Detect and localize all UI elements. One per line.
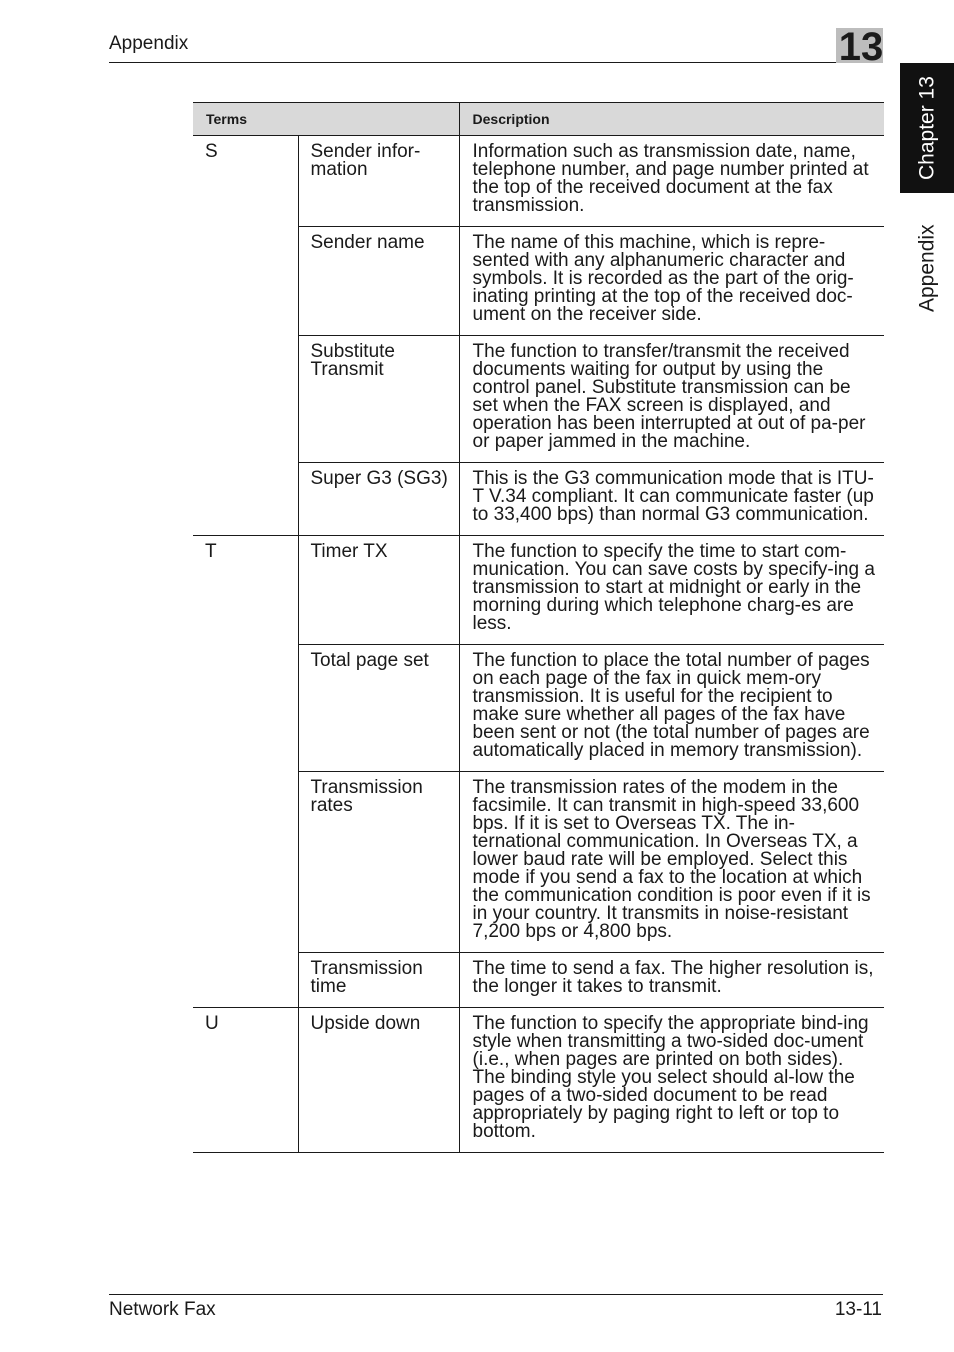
section-side-tab-label: Appendix <box>915 224 939 312</box>
table-header-row <box>193 103 884 136</box>
term-cell: Total page set <box>298 645 459 772</box>
table-row <box>193 536 884 645</box>
footer-rule <box>109 1294 883 1295</box>
terms-column-header: Terms <box>193 103 459 136</box>
term-cell: Substitute Transmit <box>298 336 459 463</box>
description-column-header: Description <box>459 103 884 136</box>
running-header-title: Appendix <box>109 33 189 54</box>
term-cell: Upside down <box>298 1008 459 1153</box>
glossary-body <box>193 136 884 1153</box>
page-number: 13-11 <box>834 1299 882 1320</box>
group-letter: U <box>193 1008 298 1153</box>
description-cell: The function to place the total number of pages on each page of the fax in quick mem-ory transmission. It is useful for the recipient to make sure whether all pages of the fax have been sent or not (the total number of pages are automatically placed in memory transmission). <box>459 645 884 772</box>
term-cell: Transmission time <box>298 953 459 1008</box>
footer-product-name: Network Fax <box>109 1299 216 1320</box>
description-cell: The time to send a fax. The higher resolution is, the longer it takes to transmit. <box>459 953 884 1008</box>
description-cell: The function to specify the time to start com-munication. You can save costs by specify-ing a transmission to start at midnight or early in the morning during which telephone charg-es are less. <box>459 536 884 645</box>
term-cell: Sender name <box>298 227 459 336</box>
description-cell: The function to transfer/transmit the received documents waiting for output by using the control panel. Substitute transmission can be set when the FAX screen is displayed, and operation has been interrupted at out of pa-per or paper jammed in the machine. <box>459 336 884 463</box>
chapter-side-tab-label: Chapter 13 <box>915 76 939 180</box>
term-cell: Super G3 (SG3) <box>298 463 459 536</box>
description-cell: Information such as transmission date, name, telephone number, and page number printed at the top of the received document at the fax transmission. <box>459 136 884 227</box>
chapter-number: 13 <box>838 25 884 69</box>
table-row <box>193 1008 884 1153</box>
term-cell: Timer TX <box>298 536 459 645</box>
term-cell: Sender infor- mation <box>298 136 459 227</box>
term-cell: Transmission rates <box>298 772 459 953</box>
group-letter: T <box>193 536 298 1008</box>
description-cell: The transmission rates of the modem in the facsimile. It can transmit in high-speed 33,600 bps. If it is set to Overseas TX. The in-ternational communication. In Overseas TX, a lower baud rate will be employed. Select this mode if you send a fax to the location at which the communication condition is poor even if it is in your country. It transmits in noise-resistant 7,200 bps or 4,800 bps. <box>459 772 884 953</box>
glossary-table <box>193 102 884 1153</box>
group-letter: S <box>205 141 218 162</box>
table-row <box>193 136 884 227</box>
description-cell: The name of this machine, which is repre-sented with any alphanumeric character and symbols. It is recorded as the part of the orig-inating printing at the top of the received doc-ument on the receiver side. <box>459 227 884 336</box>
description-cell: This is the G3 communication mode that is ITU-T V.34 compliant. It can communicate faster (up to 33,400 bps) than normal G3 communication. <box>459 463 884 536</box>
header-rule <box>109 62 883 63</box>
description-cell: The function to specify the appropriate bind-ing style when transmitting a two-sided doc-ument (i.e., when pages are printed on both sides). The binding style you select should al-low the pages of a two-sided document to be read appropriately by paging right to left or top to bottom. <box>459 1008 884 1153</box>
